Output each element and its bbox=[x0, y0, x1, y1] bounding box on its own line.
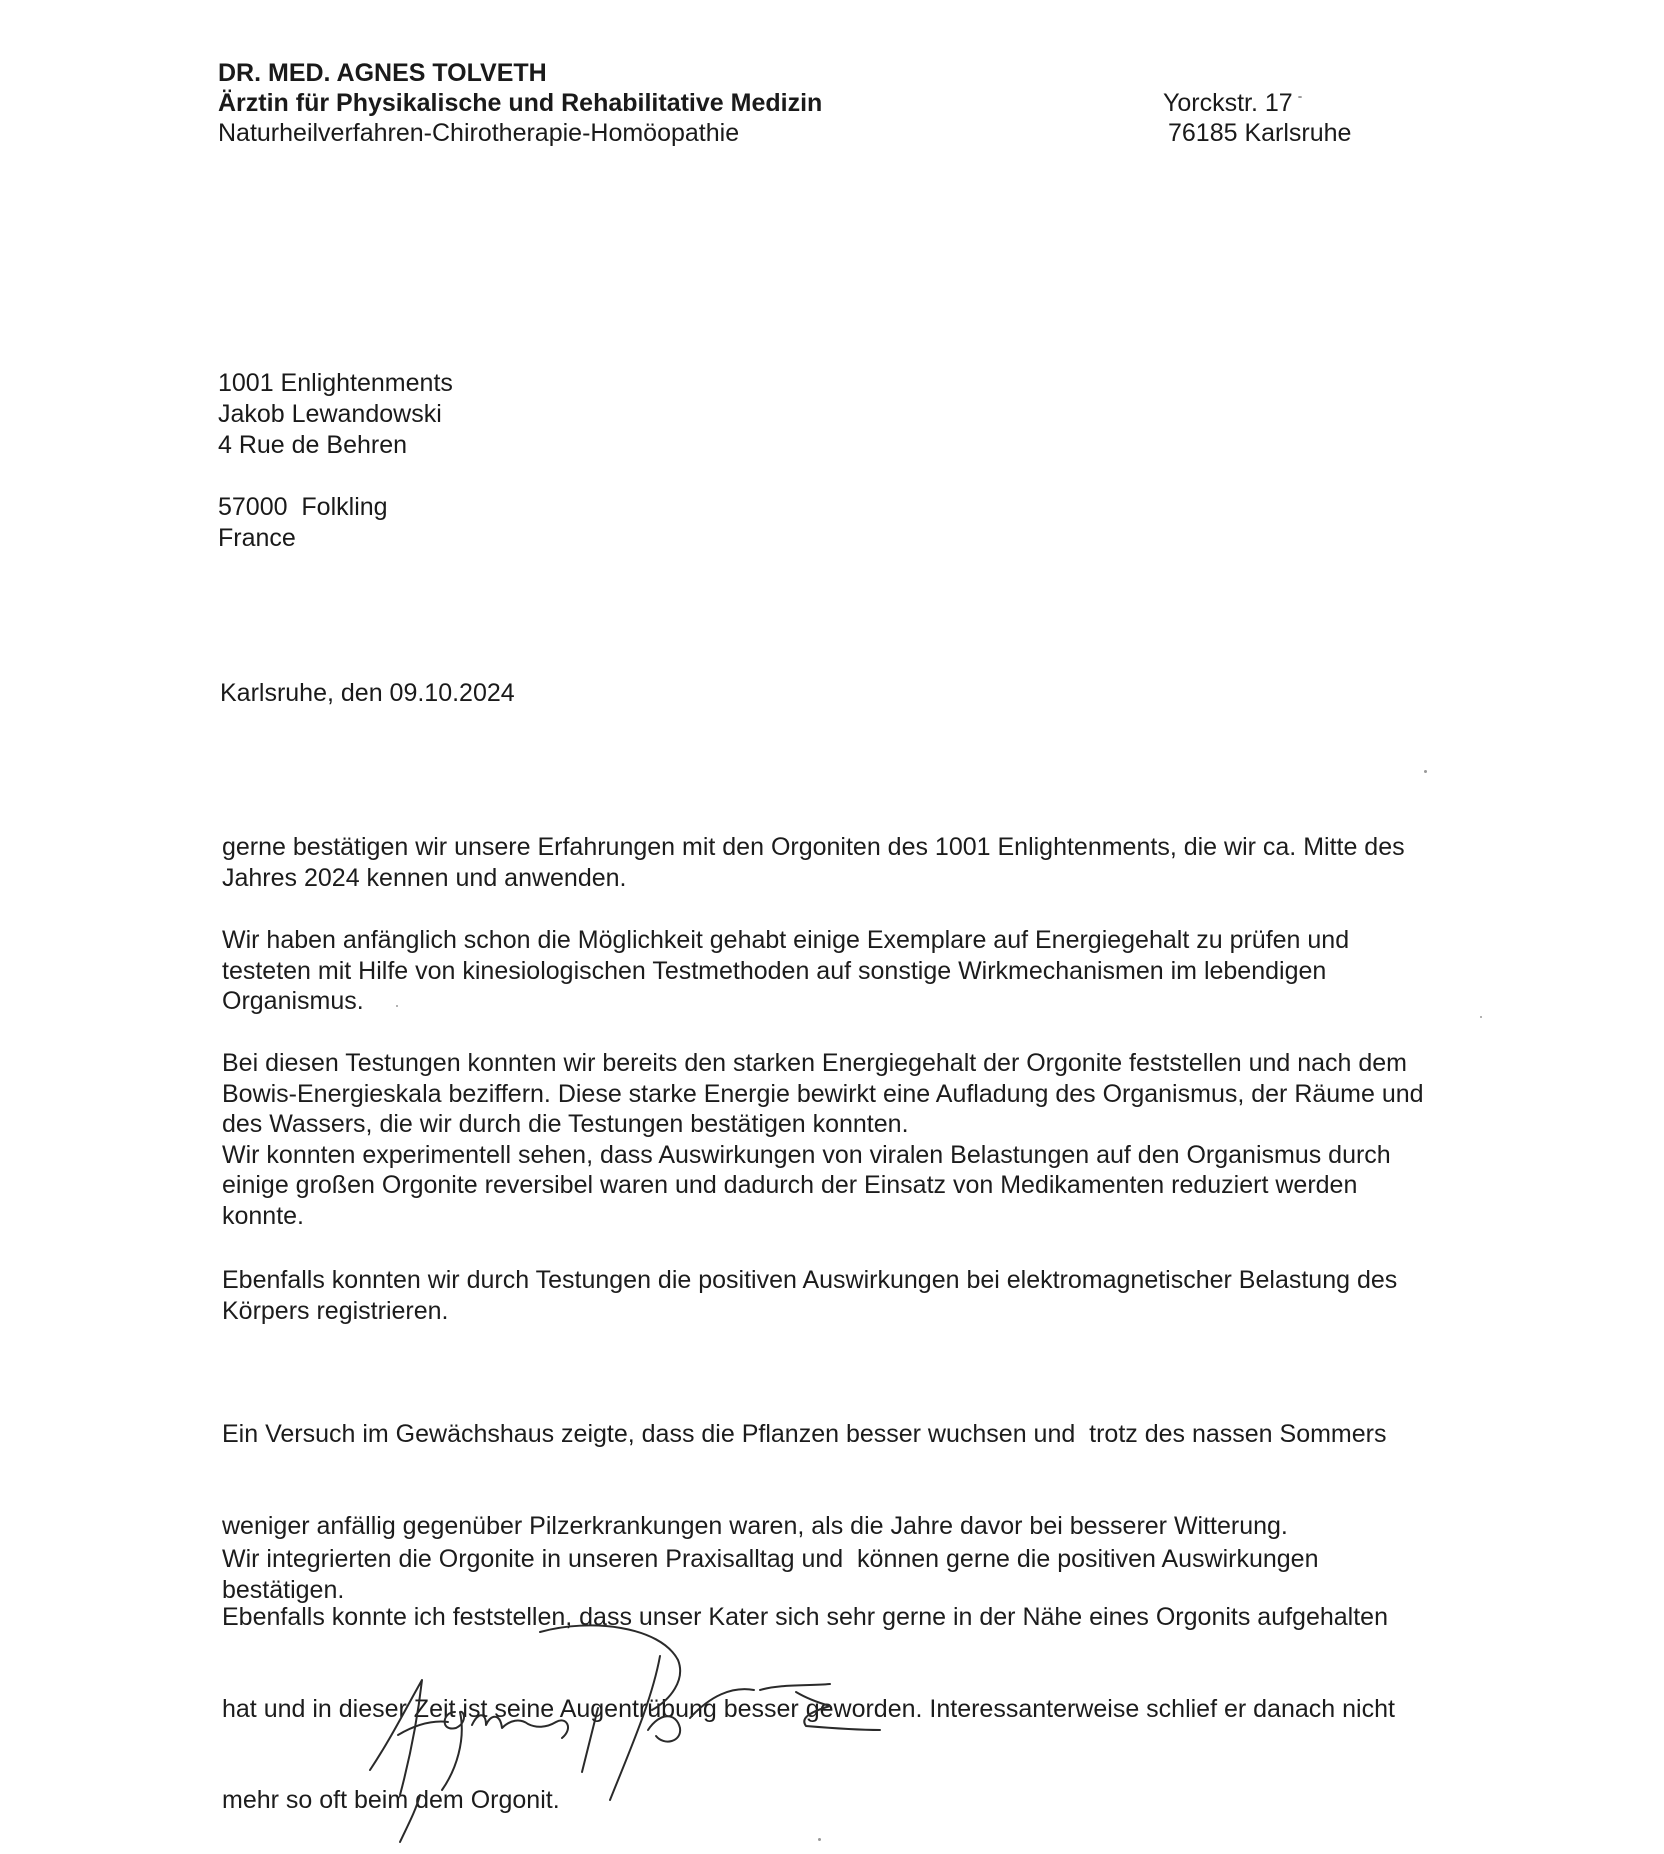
recipient-street: 4 Rue de Behren bbox=[218, 431, 408, 459]
scan-speck bbox=[1480, 1016, 1482, 1018]
body-line: weniger anfällig gegenüber Pilzerkrankungen waren, als die Jahre davor bei besserer Witterung. bbox=[222, 1511, 1288, 1540]
body-line: hat und in dieser Zeit ist seine Augentrübung besser geworden. Interessanterweise schlief er danach nicht bbox=[222, 1694, 1395, 1723]
body-line: bestätigen. bbox=[222, 1575, 345, 1604]
signature-stroke bbox=[442, 1712, 464, 1790]
body-line: konnte. bbox=[222, 1201, 305, 1230]
body-paragraph-4 bbox=[222, 1265, 1542, 1326]
sender-street: Yorckstr. 17 bbox=[1163, 89, 1293, 117]
body-paragraph-1 bbox=[222, 832, 1542, 893]
body-line: Körpers registrieren. bbox=[222, 1296, 449, 1325]
body-line: Ebenfalls konnten wir durch Testungen die positiven Auswirkungen bei elektromagnetischer Belastung des bbox=[222, 1266, 1398, 1294]
body-line: Wir haben anfänglich schon die Möglichkeit gehabt einige Exemplare auf Energiegehalt zu prüfen und bbox=[222, 926, 1350, 954]
signature-stroke bbox=[648, 1716, 680, 1741]
sender-specialties: Naturheilverfahren-Chirotherapie-Homöopathie bbox=[218, 119, 740, 147]
sender-name: DR. MED. AGNES TOLVETH bbox=[218, 59, 547, 87]
body-line: des Wassers, die wir durch die Testungen bestätigen konnten. bbox=[222, 1110, 909, 1138]
scan-speck bbox=[1424, 770, 1427, 773]
body-line: Organismus. bbox=[222, 987, 364, 1015]
body-line: Bowis-Energieskala beziffern. Diese starke Energie bewirkt eine Aufladung des Organismus, der Räume und bbox=[222, 1079, 1424, 1108]
body-line: gerne bestätigen wir unsere Erfahrungen mit den Orgoniten des 1001 Enlightenments, die wir ca. Mitte des bbox=[222, 833, 1405, 861]
signature-stroke bbox=[760, 1684, 830, 1690]
recipient-postal-city: 57000 Folkling bbox=[218, 493, 388, 521]
signature-stroke bbox=[370, 1680, 422, 1795]
body-line: testeten mit Hilfe von kinesiologischen Testmethoden auf sonstige Wirkmechanismen im lebendigen bbox=[222, 956, 1327, 985]
recipient-person: Jakob Lewandowski bbox=[218, 400, 442, 428]
body-line: einige großen Orgonite reversibel waren und dadurch der Einsatz von Medikamenten reduziert werden bbox=[222, 1171, 1358, 1199]
scan-speck bbox=[396, 1005, 398, 1007]
body-line: Jahres 2024 kennen und anwenden. bbox=[222, 863, 627, 892]
signature-stroke bbox=[540, 1625, 680, 1710]
scan-speck bbox=[818, 1838, 821, 1841]
signature-stroke bbox=[400, 1795, 420, 1842]
body-line: Wir konnten experimentell sehen, dass Auswirkungen von viralen Belastungen auf den Organismus durch bbox=[222, 1140, 1391, 1169]
recipient-country: France bbox=[218, 524, 296, 552]
body-line: Ebenfalls konnte ich feststellen, dass unser Kater sich sehr gerne in der Nähe eines Orgonits aufgehalten bbox=[222, 1603, 1388, 1631]
body-line: mehr so oft beim dem Orgonit. bbox=[222, 1786, 560, 1814]
sender-city: 76185 Karlsruhe bbox=[1168, 119, 1352, 147]
scan-speck bbox=[1298, 96, 1302, 98]
sender-title: Ärztin für Physikalische und Rehabilitative Medizin bbox=[218, 89, 823, 117]
body-paragraph-3 bbox=[222, 1048, 1542, 1231]
body-line: Bei diesen Testungen konnten wir bereits den starken Energiegehalt der Orgonite feststellen und nach dem bbox=[222, 1049, 1408, 1077]
handwritten-signature bbox=[360, 1620, 1000, 1850]
body-paragraph-6 bbox=[222, 1544, 1542, 1605]
signature-stroke bbox=[472, 1715, 568, 1738]
signature-stroke bbox=[796, 1692, 880, 1730]
signature-stroke bbox=[582, 1708, 598, 1772]
recipient-company: 1001 Enlightenments bbox=[218, 369, 453, 397]
body-line: Wir integrierten die Orgonite in unseren Praxisalltag und können gerne die positiven Auswirkungen bbox=[222, 1545, 1319, 1573]
body-paragraph-2 bbox=[222, 925, 1542, 1017]
signature-stroke bbox=[398, 1722, 448, 1735]
date-line: Karlsruhe, den 09.10.2024 bbox=[220, 679, 515, 707]
signature-stroke bbox=[610, 1656, 660, 1800]
signature-stroke bbox=[690, 1689, 754, 1718]
body-line: Ein Versuch im Gewächshaus zeigte, dass die Pflanzen besser wuchsen und trotz des nassen Sommers bbox=[222, 1420, 1387, 1448]
